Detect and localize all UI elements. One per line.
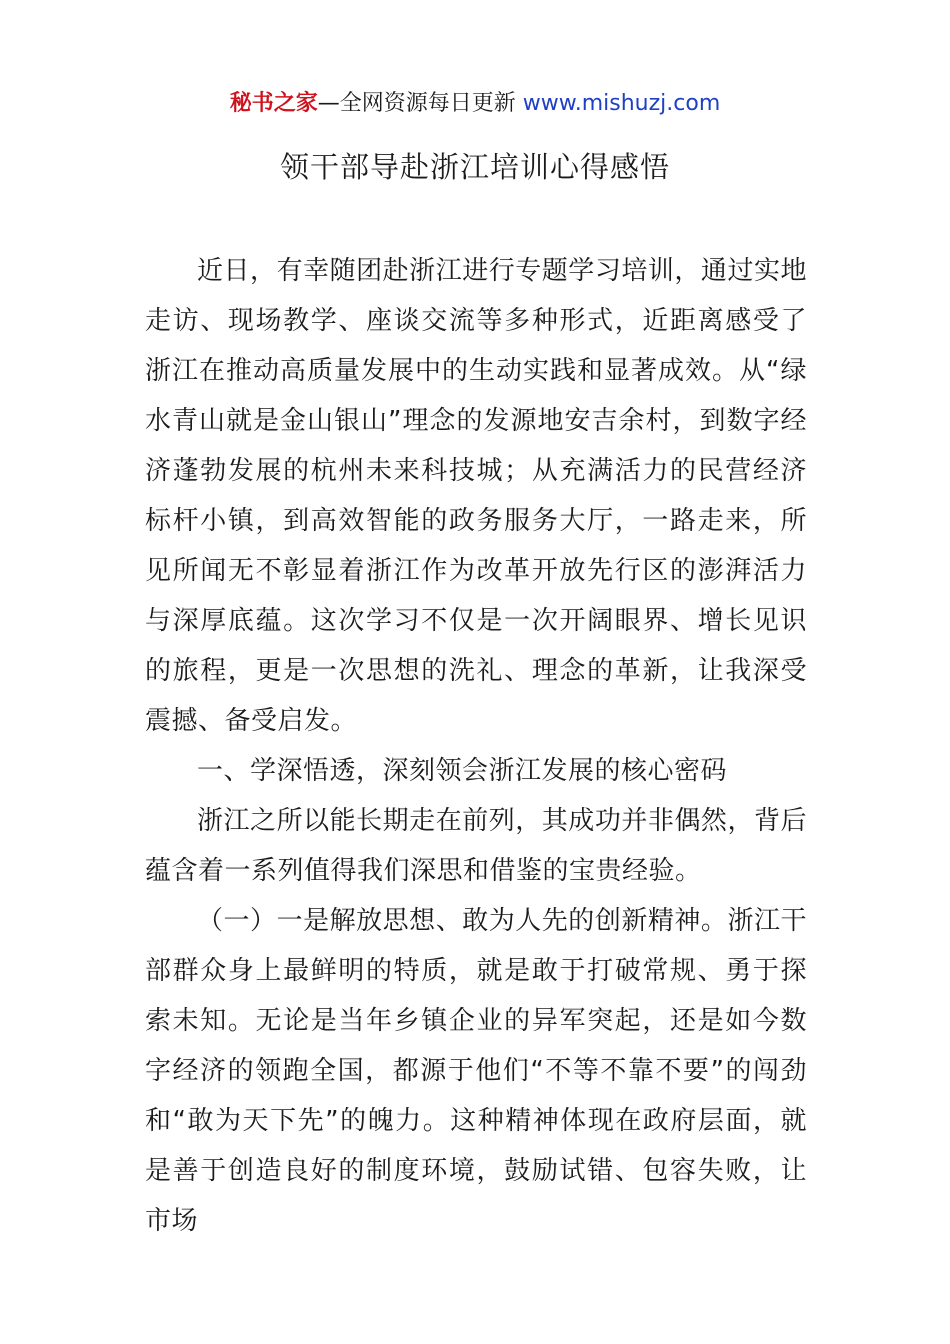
document-body (145, 246, 807, 1246)
header-tagline: —全网资源每日更新 (317, 91, 523, 116)
section-heading: 一、学深悟透，深刻领会浙江发展的核心密码 (197, 756, 728, 786)
intro-paragraph: 近日，有幸随团赴浙江进行专题学习培训，通过实地走访、现场教学、座谈交流等多种形式，近距离感受了浙江在推动高质量发展中的生动实践和显著成效。从“绿水青山就是金山银山”理念的发源地安吉余村，到数字经济蓬勃发展的杭州未来科技城；从充满活力的民营经济标杆小镇，到高效智能的政务服务大厅，一路走来，所见所闻无不彰显着浙江作为改革开放先行区的澎湃活力与深厚底蕴。这次学习不仅是一次开阔眼界、增长见识的旅程，更是一次思想的洗礼、理念的革新，让我深受震撼、备受启发。 (145, 256, 807, 736)
site-url-link[interactable]: www.mishuzj.com (522, 91, 721, 116)
document-title: 领干部导赴浙江培训心得感悟 (279, 150, 670, 184)
subsection-paragraph: （一）一是解放思想、敢为人先的创新精神。浙江干部群众身上最鲜明的特质，就是敢于打破常规、勇于探索未知。无论是当年乡镇企业的异军突起，还是如今数字经济的领跑全国，都源于他们“不等不靠不要”的闯劲和“敢为天下先”的魄力。这种精神体现在政府层面，就是善于创造良好的制度环境，鼓励试错、包容失败，让市场 (145, 906, 807, 1236)
brand-name: 秘书之家 (229, 91, 318, 116)
site-header (0, 88, 950, 120)
section-intro-paragraph: 浙江之所以能长期走在前列，其成功并非偶然，背后蕴含着一系列值得我们深思和借鉴的宝贵经验。 (145, 806, 807, 886)
